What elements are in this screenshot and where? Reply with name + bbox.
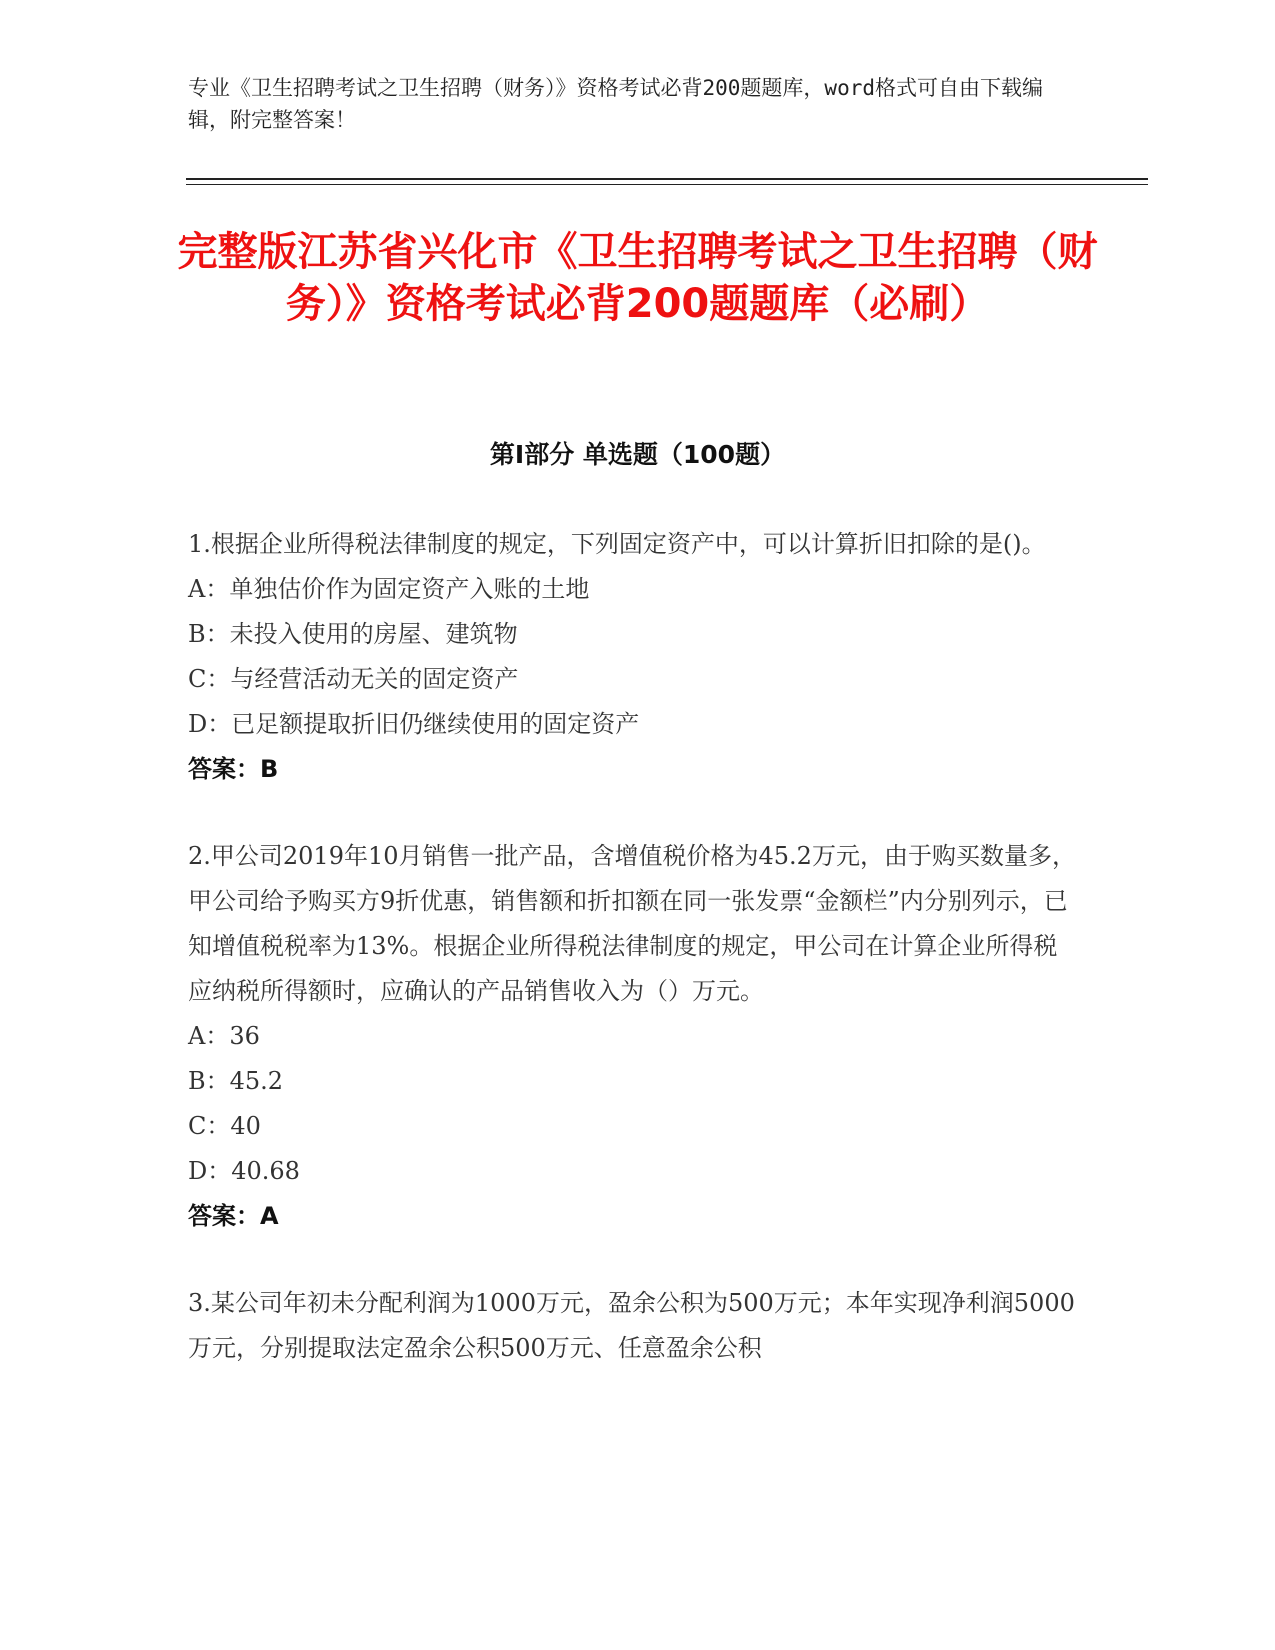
answer-line: 答案：A: [188, 1202, 279, 1230]
question-list: [188, 522, 1078, 1413]
section-title: 第I部分 单选题（100题）: [489, 440, 786, 469]
option-b: B：45.2: [188, 1067, 284, 1095]
question-stem: 2.甲公司2019年10月销售一批产品，含增值税价格为45.2万元，由于购买数量多，甲公司给予购买方9折优惠，销售额和折扣额在同一张发票“金额栏”内分别列示，已知增值税税率为13%。根据企业所得税法律制度的规定，甲公司在计算企业所得税应纳税所得额时，应确认的产品销售收入为（）万元。: [188, 842, 1076, 1005]
option-a: A：单独估价作为固定资产入账的土地: [188, 575, 590, 603]
document-title: 完整版江苏省兴化市《卫生招聘考试之卫生招聘（财务）》资格考试必背200题题库（必刷）: [177, 229, 1098, 327]
header-divider-thick: [186, 178, 1148, 180]
option-a: A：36: [188, 1022, 260, 1050]
header-note: 专业《卫生招聘考试之卫生招聘（财务）》资格考试必背200题题库，word格式可自由下载编辑，附完整答案！: [188, 76, 1043, 132]
question-item: [188, 522, 1078, 792]
option-d: D：40.68: [188, 1157, 300, 1185]
question-stem: 1.根据企业所得税法律制度的规定，下列固定资产中，可以计算折旧扣除的是()。: [188, 530, 1046, 558]
option-d: D：已足额提取折旧仍继续使用的固定资产: [188, 710, 640, 738]
question-stem: 3.某公司年初未分配利润为1000万元，盈余公积为500万元；本年实现净利润5000万元，分别提取法定盈余公积500万元、任意盈余公积: [188, 1289, 1075, 1362]
option-b: B：未投入使用的房屋、建筑物: [188, 620, 518, 648]
option-c: C：40: [188, 1112, 261, 1140]
question-item: [188, 834, 1078, 1239]
option-c: C：与经营活动无关的固定资产: [188, 665, 519, 693]
answer-line: 答案：B: [188, 755, 279, 783]
header-divider-thin: [186, 184, 1148, 185]
question-item: [188, 1281, 1078, 1371]
